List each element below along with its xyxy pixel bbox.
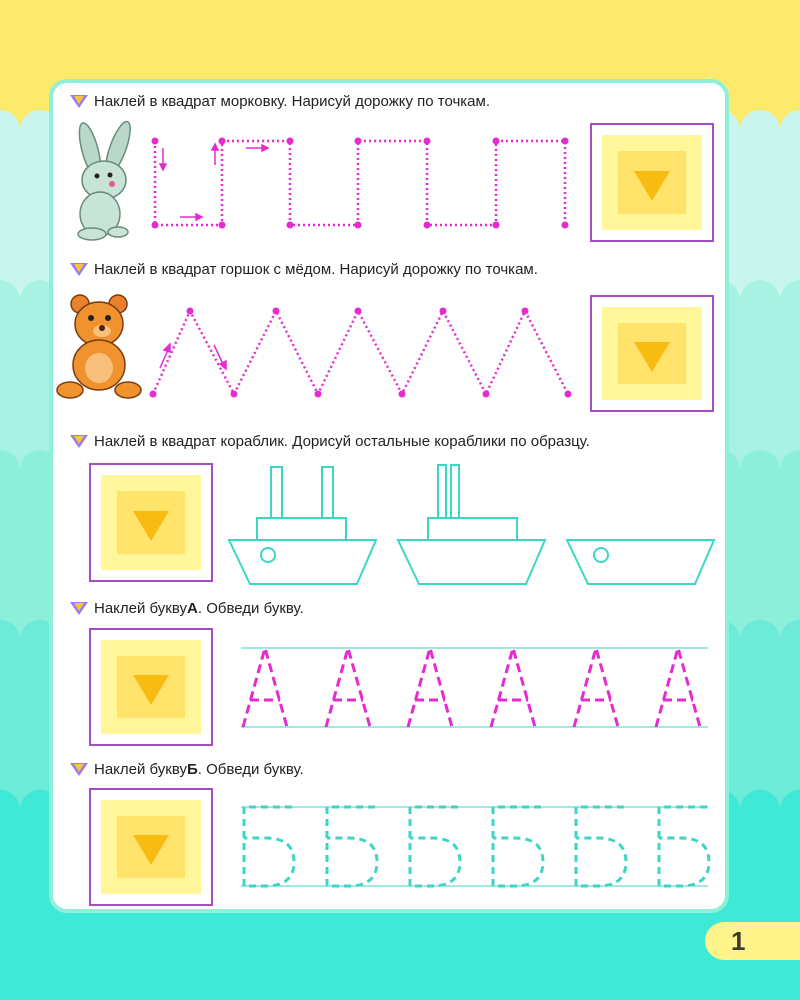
boat-partial-1 <box>398 465 545 584</box>
honey-dots <box>150 308 572 398</box>
letter-b-trace <box>327 807 377 886</box>
letter-b-label: Б <box>187 761 198 778</box>
letter-a-trace <box>574 648 618 727</box>
letter-a-trace <box>656 648 700 727</box>
instruction-text: Наклей в квадрат кораблик. Дорисуй остальные кораблики по образцу. <box>94 433 590 450</box>
instruction-text: Наклей букву <box>94 761 188 778</box>
letter-a-label: А <box>187 600 198 617</box>
page-number: 1 <box>731 926 746 956</box>
instruction-text: . Обведи букву. <box>197 600 304 617</box>
boat-partial-2 <box>567 540 714 584</box>
letter-b-trace <box>659 807 709 886</box>
letter-a-trace <box>243 648 287 727</box>
letter-a-trace <box>326 648 370 727</box>
instruction-text: . Обведи букву. <box>197 761 304 778</box>
letter-b-trace <box>576 807 626 886</box>
letter-b-guidelines <box>241 807 708 886</box>
letter-a-tracing <box>243 648 700 727</box>
instruction-text: Наклей в квадрат горшок с мёдом. Нарисуй дорожку по точкам. <box>94 261 538 278</box>
letter-a-guidelines <box>241 648 708 727</box>
letter-b-trace <box>493 807 543 886</box>
letter-a-trace <box>491 648 535 727</box>
boat-sample <box>229 467 376 584</box>
letter-b-tracing <box>244 807 709 886</box>
bunny-illustration <box>75 119 135 240</box>
instruction-text: Наклей в квадрат морковку. Нарисуй дорожку по точкам. <box>94 93 490 110</box>
letter-b-trace <box>410 807 460 886</box>
instruction-text: Наклей букву <box>94 600 188 617</box>
page-number-tab <box>705 922 800 960</box>
letter-a-trace <box>408 648 452 727</box>
bear-illustration <box>57 295 141 398</box>
carrot-dot-path <box>155 141 565 225</box>
direction-arrows <box>160 144 268 220</box>
honey-dot-path <box>153 311 568 394</box>
letter-b-trace <box>244 807 294 886</box>
carrot-dots <box>152 138 569 229</box>
